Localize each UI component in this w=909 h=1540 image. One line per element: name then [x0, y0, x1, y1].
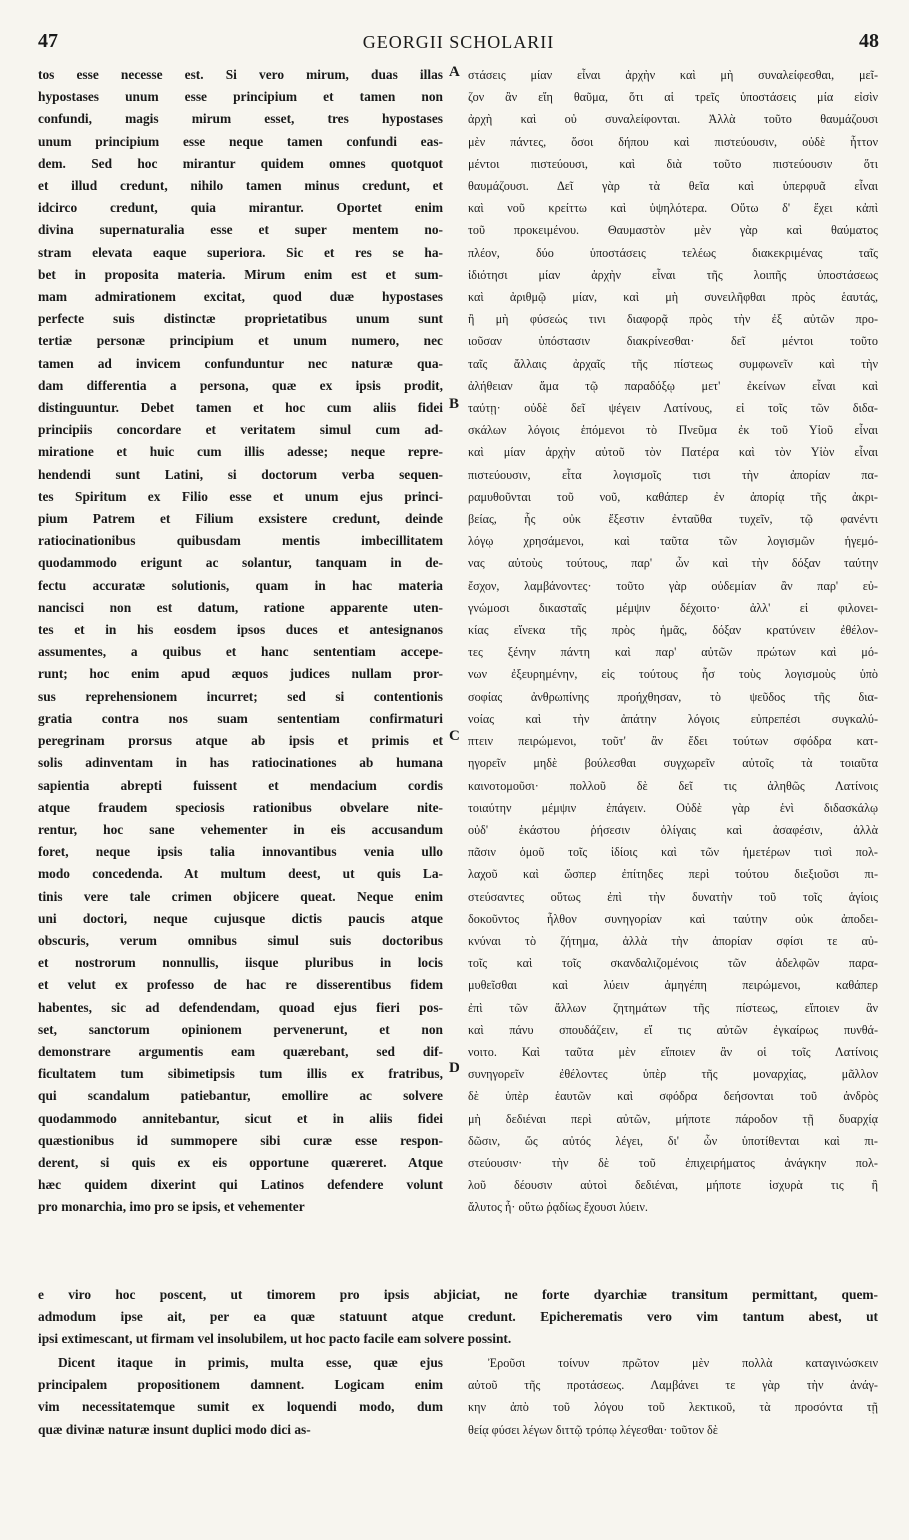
- page-number-right: 48: [859, 30, 879, 52]
- text-line: πλέον, δύο ὑποστάσεις τελέως διακεκριμένας ταῖς: [468, 245, 878, 260]
- text-line: sapientia abrepti fuissent et mendacium cordis: [38, 777, 443, 793]
- text-line: tes et in his eosdem ipsos duces et antesignanos: [38, 622, 443, 638]
- text-line: set, sanctorum opinionem pervenerunt, et non: [38, 1021, 443, 1037]
- text-line: quæstionibus id summopere sibi curæ esse respon-: [38, 1132, 443, 1148]
- text-line: νων ἐξευρημένην, εἰς τούτους ἦσ τοὺς λογισμοὺς ὑπὸ: [468, 667, 878, 682]
- text-line: ηγορεῖν μηδὲ βούλεσθαι συγχωρεῖν αὐτοῖς τὰ τοιαῦτα: [468, 756, 878, 771]
- text-line: admodum ipse ait, per ea quæ statuunt atque credunt. Epicherematis vero vim tantum abest, ut: [38, 1309, 878, 1325]
- text-line: distinguuntur. Debet tamen et hoc cum aliis fidei: [38, 400, 443, 416]
- text-line: confundi, magis mirum esset, tres hypostases: [38, 111, 443, 127]
- text-line: πιστεύουσιν, εἶτα λογισμοῖς τισι τὴν ἀπορίαν πα-: [468, 467, 878, 482]
- text-line: tes Spiritum ex Filio esse et unum ejus princi-: [38, 488, 443, 504]
- text-line: καὶ μίαν ἀρχὴν αὐτοῦ τὸν Πατέρα καὶ τὸν Υἱὸν εἶναι: [468, 445, 878, 460]
- running-title: GEORGII SCHOLARII: [362, 32, 555, 52]
- text-line: pro monarchia, imo pro se ipsis, et vehementer: [38, 1199, 305, 1215]
- text-line: σκάλων λόγοις ἑπόμενοι τὸ Πνεῦμα ἐκ τοῦ Υἱοῦ εἶναι: [468, 423, 878, 438]
- text-line: derent, si quis ex eis opportune quæreret. Atque: [38, 1154, 443, 1170]
- text-line: ζον ἂν εἴη θαῦμα, ὅτι αἱ τρεῖς ὑποστάσεις μία εἰσὶν: [468, 90, 878, 105]
- text-line: θείᾳ φύσει λέγων διττῷ τρόπῳ λέγεσθαι· τοῦτον δὲ: [468, 1422, 718, 1437]
- text-line: ἀλήθειαν ἅμα τῷ παραδόξῳ μετ' ἐκείνων εἶναι καὶ: [468, 378, 878, 393]
- text-line: δοκοῦντος ἦλθον συνηγορίαν καὶ ταύτην οὐκ ἀποδει-: [468, 911, 878, 926]
- section-marker-c: C: [449, 728, 460, 744]
- text-line: δὲ ὑπὲρ ἑαυτῶν καὶ σφόδρα δεήσονται τοῦ ἀνδρὸς: [468, 1089, 878, 1104]
- text-line: habentes, sic ad defendendam, quoad ejus fieri pos-: [38, 999, 443, 1015]
- text-line: hendendi sunt Latini, si doctorum verba sequen-: [38, 466, 443, 482]
- text-line: κην ἀπὸ τοῦ λόγου τοῦ λεκτικοῦ, τὰ προσόντα τῇ: [468, 1400, 878, 1415]
- text-line: tamen ad invicem confunduntur nec naturæ qua-: [38, 355, 443, 371]
- text-line: tinis vere tale crimen objicere queat. Neque enim: [38, 888, 443, 904]
- text-line: divina supernaturalia esse et super mentem no-: [38, 222, 443, 238]
- text-line: demonstrare argumentis eam quærebant, sed dif-: [38, 1043, 443, 1059]
- text-line: mam admirationem excitat, quod duæ hypostases: [38, 289, 443, 305]
- text-line: λαχοῦ καὶ ὥσπερ ἐπίτηδες περὶ τούτου διεξιοῦσι πι-: [468, 867, 878, 882]
- text-line: runt; hoc enim apud æquos judices nullam pror-: [38, 666, 443, 682]
- text-line: ἐπὶ τῶν ἄλλων ζητημάτων τῆς πίστεως, εἴποιεν ἂν: [468, 1000, 878, 1015]
- text-line: καὶ νοῦ κρείττω καὶ ὑψηλότερα. Οὕτω δ' ἔχει κἀπὶ: [468, 201, 878, 216]
- text-line: hypostases unum esse principium et tamen non: [38, 89, 443, 105]
- text-line: στεύουσιν· τὴν δὲ τοῦ ἐπιχειρήματος ἀνάγκην πολ-: [468, 1155, 878, 1170]
- text-line: τοῖς καὶ τοῖς σκανδαλιζομένοις τῶν ἀδελφῶν παρα-: [468, 956, 878, 971]
- text-line: peregrinam prorsus atque ab ipsis et primis et: [38, 733, 443, 749]
- text-line: νας αὐτοὺς τούτους, παρ' ὧν καὶ τὴν δόξαν ταύτην: [468, 556, 878, 571]
- text-line: καὶ ἀριθμῷ μίαν, καὶ μὴ συνειλῆφθαι πρὸς ἑαυτάς,: [468, 290, 878, 305]
- text-line: principalem propositionem damnent. Logicam enim: [38, 1377, 443, 1393]
- text-line: νοίας καὶ τὴν ἀπάτην λόγοις εὐπρεπέσι συγκαλύ-: [468, 711, 878, 726]
- text-line: ἀρχὴ καὶ οὐ συναλείφονται. Ἀλλὰ τοῦτο θαυμάζουσι: [468, 112, 878, 127]
- text-line: miratione et huic cum illis adesse; neque repre-: [38, 444, 443, 460]
- text-line: μέντοι πιστεύουσι, καὶ διὰ τοῦτο πιστεύουσιν ὅτι: [468, 156, 878, 171]
- text-line: rentur, hoc sane vehementer in eis accusandum: [38, 821, 443, 837]
- text-line: μὴ δεδιέναι περὶ αὐτῶν, μήποτε πάροδον τῇ δυαρχίᾳ: [468, 1111, 878, 1126]
- text-line: pium Patrem et Filium exsistere credunt, deinde: [38, 511, 443, 527]
- text-line: ραμυθοῦνται τοῦ νοῦ, καθάπερ ἐν ἀπορίᾳ τῆς ἀκρι-: [468, 489, 878, 504]
- latin-column-continued: [38, 1352, 443, 1441]
- text-line: tertiæ personæ principium et unum numero, nec: [38, 333, 443, 349]
- text-line: vim necessitatemque sumit ex loquendi modo, dum: [38, 1399, 443, 1415]
- text-line: tos esse necesse est. Si vero mirum, duas illas: [38, 67, 443, 82]
- text-line: dem. Sed hoc mirantur quidem omnes quotquot: [38, 155, 443, 171]
- text-line: λόγῳ χρησάμενοι, καὶ ταῦτα τῶν λογισμῶν ἡγεμό-: [468, 534, 878, 549]
- text-line: ταύτῃ· οὐδὲ δεῖ ψέγειν Λατίνους, εἰ τοῖς τῶν διδα-: [468, 401, 878, 416]
- text-line: fectu accuratæ solutionis, quam in hac materia: [38, 577, 443, 593]
- greek-column: [468, 64, 878, 1219]
- text-line: quæ divinæ naturæ insunt duplici modo dici as-: [38, 1421, 311, 1437]
- section-marker-d: D: [449, 1060, 460, 1076]
- text-line: γνώμοσι δικασταῖς μέμψιν δέχοιτο· ἀλλ' εἰ φιλονει-: [468, 600, 878, 615]
- text-line: bet in proposita materia. Mirum enim est et sum-: [38, 266, 443, 282]
- text-line: et illud credunt, nihilo tamen minus credunt, et: [38, 178, 443, 194]
- text-line: πτειν πειρώμενοι, τοῦτ' ἂν ἔδει τούτων σφόδρα κατ-: [468, 734, 878, 749]
- text-line: solis adinventam in has ratiocinationes ab humana: [38, 755, 443, 771]
- text-line: στάσεις μίαν εἶναι ἀρχὴν καὶ μὴ συναλείφεσθαι, μεῖ-: [468, 68, 878, 82]
- full-width-text: [38, 1284, 878, 1351]
- text-line: νοιτο. Καὶ ταῦτα μὲν εἴποιεν ἂν οἱ τοῖς Λατίνοις: [468, 1044, 878, 1059]
- text-line: et nostrorum nonnullis, iisque pluribus in locis: [38, 955, 443, 971]
- text-line: μὲν πάντες, ὅσοι δήπου καὶ πιστεύουσιν, οὐδὲ ἧττον: [468, 134, 878, 149]
- text-line: uni doctori, neque cujusque dictis paucis atque: [38, 910, 443, 926]
- page-number-left: 47: [38, 30, 58, 52]
- text-line: hæc quidem dixerint qui Latinos defendere volunt: [38, 1177, 443, 1193]
- text-line: perfecte suis distinctæ proprietatibus unum sunt: [38, 311, 443, 327]
- greek-column-continued: [468, 1352, 878, 1441]
- text-line: stram elevata eaque superiora. Sic et res se ha-: [38, 244, 443, 260]
- text-line: ipsi extimescant, ut firmam vel insolubilem, ut hoc pacto facile eam solvere possint.: [38, 1331, 512, 1347]
- text-line: ficultatem tum sibimetipsis tum illis ex fratribus,: [38, 1066, 443, 1082]
- text-line: τοῦ προκειμένου. Θαυμαστὸν μὲν γὰρ καὶ θαύματος: [468, 223, 878, 238]
- text-line: πᾶσιν ὁμοῦ τοῖς ἰδίοις καὶ τῶν ἡμετέρων τισὶ πολ-: [468, 845, 878, 860]
- text-line: quodammodo annitebantur, sicut et in aliis fidei: [38, 1110, 443, 1126]
- text-line: Dicent itaque in primis, multa esse, quæ ejus: [58, 1355, 443, 1370]
- text-line: sus reprehensionem incurret; sed si contentionis: [38, 688, 443, 704]
- text-line: συνηγορεῖν ἐθέλοντες ὑπὲρ τῆς μοναρχίας, μᾶλλον: [468, 1067, 878, 1082]
- section-marker-a: A: [449, 64, 460, 80]
- text-line: ταῖς ἄλλαις ἀρχαῖς τῆς πίστεως συμφωνεῖν καὶ τὴν: [468, 356, 878, 371]
- text-line: θαυμάζουσι. Δεῖ γὰρ τὰ θεῖα καὶ ὑπερφυᾶ εἶναι: [468, 179, 878, 194]
- text-line: ἢ μὴ φύσεώς τινι διαφορᾷ πρὸς τὴν ἐξ αὐτῶν προ-: [468, 312, 878, 327]
- text-line: μυθεῖσθαι καὶ λύειν ἁμηγέπη πειρώμενοι, καθάπερ: [468, 978, 878, 993]
- text-line: ἔσχον, λαμβάνοντες· τοῦτο γὰρ οὐδεμίαν ἂν παρ' εὐ-: [468, 578, 878, 593]
- text-line: κνύναι τὸ ζήτημα, ἀλλὰ τὴν ἀπορίαν σφίσι τε αὐ-: [468, 933, 878, 948]
- text-line: Ἐροῦσι τοίνυν πρῶτον μὲν πολλὰ καταγινώσκειν: [488, 1356, 878, 1370]
- text-line: quodammodo erigunt ac solantur, tanquam in de-: [38, 555, 443, 571]
- text-line: gratia contra nos suam sententiam confirmaturi: [38, 710, 443, 726]
- text-line: καὶ πάνυ σπουδάζειν, εἴ τις αὐτῶν ἐγκαίρως πυνθά-: [468, 1022, 878, 1037]
- text-line: ratiocinationibus quibusdam mentis imbecillitatem: [38, 533, 443, 549]
- text-line: qui scandalum patiebantur, emollire ac solvere: [38, 1088, 443, 1104]
- text-line: αὐτοῦ τῆς προτάσεως. Λαμβάνει τε γὰρ τὴν ἀνάγ-: [468, 1378, 878, 1393]
- text-line: foret, neque ipsis talia innovantibus venia ullo: [38, 844, 443, 860]
- text-line: principiis concordare et veritatem simul cum ad-: [38, 422, 443, 438]
- text-line: λοῦ δέουσιν αὐτοὶ δεδιέναι, μήποτε ἰσχυρὰ τις ἢ: [468, 1178, 878, 1193]
- text-line: τοιαύτην μέμψιν ἐπάγειν. Οὐδὲ γὰρ ἑνὶ διδασκάλῳ: [468, 800, 878, 815]
- text-line: βείας, ἧς οὐκ ἔξεστιν ἐνταῦθα τυχεῖν, τῷ φανέντι: [468, 512, 878, 527]
- text-line: στεύσαντες οὕτως ἐπὶ τὴν δυνατὴν τοῦ τοῖς ἁγίοις: [468, 889, 878, 904]
- text-line: οὐδ' ἑκάστου ῥήσεσιν ὀλίγαις καὶ ἀσαφέσιν, ἀλλὰ: [468, 822, 878, 837]
- text-line: idcirco credunt, quia mirantur. Oportet enim: [38, 200, 443, 216]
- text-line: assumentes, a quibus et hanc sententiam accepe-: [38, 644, 443, 660]
- latin-column: [38, 64, 443, 1219]
- text-line: ἄλυτος ἦ· οὕτω ῥᾳδίως ἔχουσι λύειν.: [468, 1200, 648, 1215]
- text-line: τες ξένην πάντη καὶ παρ' αὐτῶν πρώτων καὶ μό-: [468, 645, 878, 660]
- text-line: nancisci non est datum, ratione apparente uten-: [38, 599, 443, 615]
- text-line: δῶσιν, ὥς αὐτός λέγει, δι' ὧν ὑποτίθενται καὶ πι-: [468, 1133, 878, 1148]
- text-line: unum principium esse neque tamen confundi eas-: [38, 133, 443, 149]
- text-line: atque fraudem speciosis rationibus obvelare nite-: [38, 799, 443, 815]
- text-line: ιοῦσαν ὑπόστασιν διακρίνεσθαι· δεῖ μέντοι τοῦτο: [468, 334, 878, 349]
- section-marker-b: B: [449, 396, 460, 412]
- text-line: modo concedenda. At multum deest, ut quis La-: [38, 866, 443, 882]
- page-header: [38, 30, 879, 60]
- text-line: dam differentia a persona, quæ ex ipsis prodit,: [38, 377, 443, 393]
- text-line: σοφίας ἀνθρωπίνης προήχθησαν, τὸ ψεῦδος τῆς δια-: [468, 689, 878, 704]
- text-line: καινοτομοῦσι· πολλοῦ δὲ δεῖ τις ἀληθῶς Λατίνοις: [468, 778, 878, 793]
- text-line: et velut ex professo de hac re disserentibus fidem: [38, 977, 443, 993]
- text-line: ἰδιότησι μίαν ἀρχὴν εἶναι τῆς λοιπῆς ὑποστάσεως: [468, 267, 878, 282]
- text-line: κίας εἵνεκα τῆς πρὸς ἡμᾶς, δόξαν κρατύνειν ἐθέλον-: [468, 623, 878, 638]
- text-line: obscuris, verum omnibus simul suis doctoribus: [38, 932, 443, 948]
- text-line: e viro hoc poscent, ut timorem pro ipsis abjiciat, ne forte dyarchiæ transitum permittant, quem-: [38, 1287, 878, 1302]
